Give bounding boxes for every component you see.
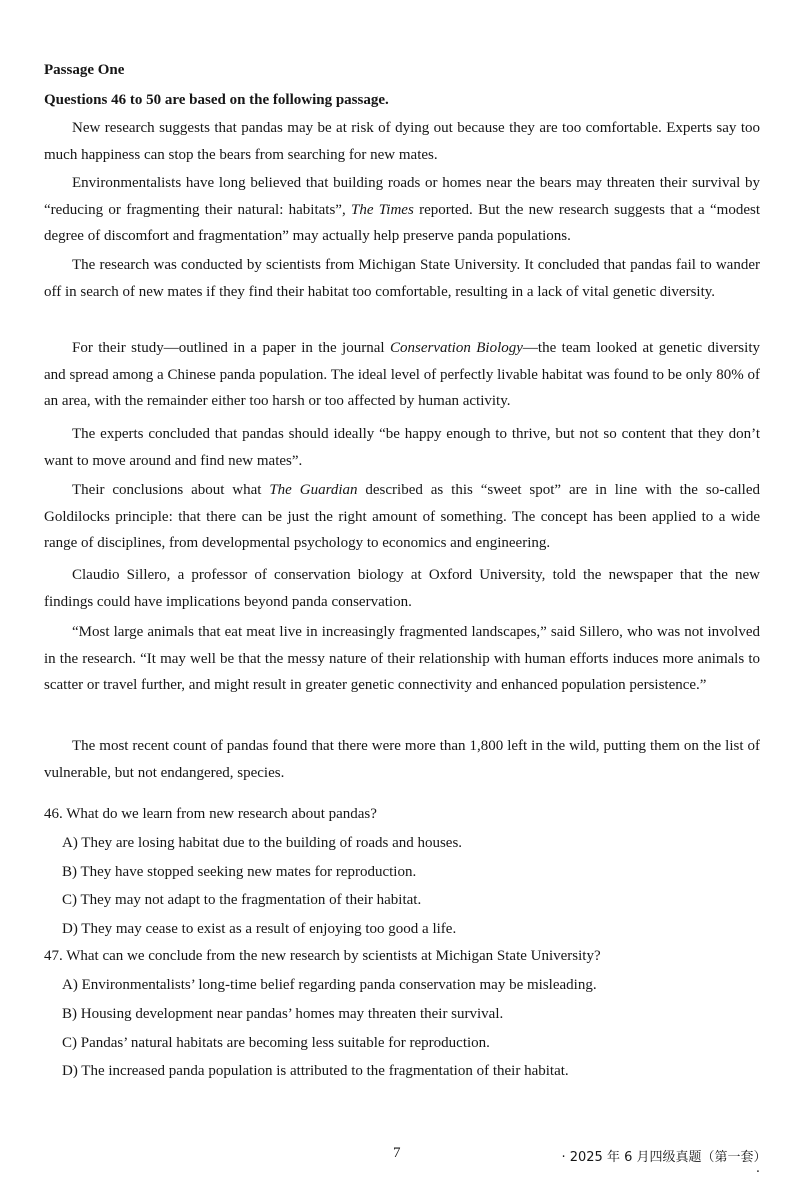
question-47-option-a[interactable]: A) Environmentalists’ long-time belief regarding panda conservation may be misleading. <box>62 977 597 993</box>
passage-paragraph-3: The research was conducted by scientists from Michigan State University. It concluded that pandas fail to wander off in search of new mates if they find their habitat too comfortable, resulting in a lack of vital genetic diversity. <box>44 257 760 300</box>
question-46-stem: 46. What do we learn from new research about pandas? <box>44 806 377 822</box>
passage-paragraph-1: New research suggests that pandas may be at risk of dying out because they are too comfortable. Experts say too much happiness can stop the bears from searching for new mates. <box>44 120 760 163</box>
question-47-option-b[interactable]: B) Housing development near pandas’ homes may threaten their survival. <box>62 1006 504 1022</box>
question-46-option-d[interactable]: D) They may cease to exist as a result of enjoying too good a life. <box>62 921 457 937</box>
question-46-option-b[interactable]: B) They have stopped seeking new mates for reproduction. <box>62 864 417 880</box>
passage-paragraph-2: Environmentalists have long believed that building roads or homes near the bears may threaten their survival by “reducing or fragmenting their natural: habitats”, The Times reported. But the new research suggests that a “modest degree of discomfort and fragmentation” may actually help preserve panda populations. <box>44 175 760 244</box>
question-46-option-c[interactable]: C) They may not adapt to the fragmentation of their habitat. <box>62 892 422 908</box>
passage-paragraph-8: “Most large animals that eat meat live in increasingly fragmented landscapes,” said Sillero, who was not involved in the research. “It may well be that the messy nature of their relationship with human efforts induces more animals to scatter or travel further, and might result in greater genetic connectivity and enhanced population persistence.” <box>44 624 760 693</box>
passage-paragraph-7: Claudio Sillero, a professor of conservation biology at Oxford University, told the newspaper that the new findings could have implications beyond panda conservation. <box>44 567 760 610</box>
footer-source: · 2025 年 6 月四级真题（第一套）· <box>561 1150 760 1180</box>
passage-instruction: Questions 46 to 50 are based on the following passage. <box>44 92 389 108</box>
passage-paragraph-6: Their conclusions about what The Guardian described as this “sweet spot” are in line with the so-called Goldilocks principle: that there can be just the right amount of something. The concept has been applied to a wide range of disciplines, from developmental psychology to economics and engineering. <box>44 482 760 551</box>
page-number: 7 <box>393 1145 401 1161</box>
passage-title: Passage One <box>44 62 125 78</box>
question-47-option-c[interactable]: C) Pandas’ natural habitats are becoming less suitable for reproduction. <box>62 1035 490 1051</box>
question-46-option-a[interactable]: A) They are losing habitat due to the building of roads and houses. <box>62 835 463 851</box>
question-47-stem: 47. What can we conclude from the new research by scientists at Michigan State University? <box>44 948 601 964</box>
question-47-option-d[interactable]: D) The increased panda population is attributed to the fragmentation of their habitat. <box>62 1063 569 1079</box>
passage-paragraph-5: The experts concluded that pandas should ideally “be happy enough to thrive, but not so content that they don’t want to move around and find new mates”. <box>44 426 760 469</box>
passage-paragraph-4: For their study—outlined in a paper in the journal Conservation Biology—the team looked at genetic diversity and spread among a Chinese panda population. The ideal level of perfectly livable habitat was found to be only 80% of an area, with the remainder either too harsh or too affected by human activity. <box>44 340 760 409</box>
passage-paragraph-9: The most recent count of pandas found that there were more than 1,800 left in the wild, putting them on the list of vulnerable, but not endangered, species. <box>44 738 760 781</box>
